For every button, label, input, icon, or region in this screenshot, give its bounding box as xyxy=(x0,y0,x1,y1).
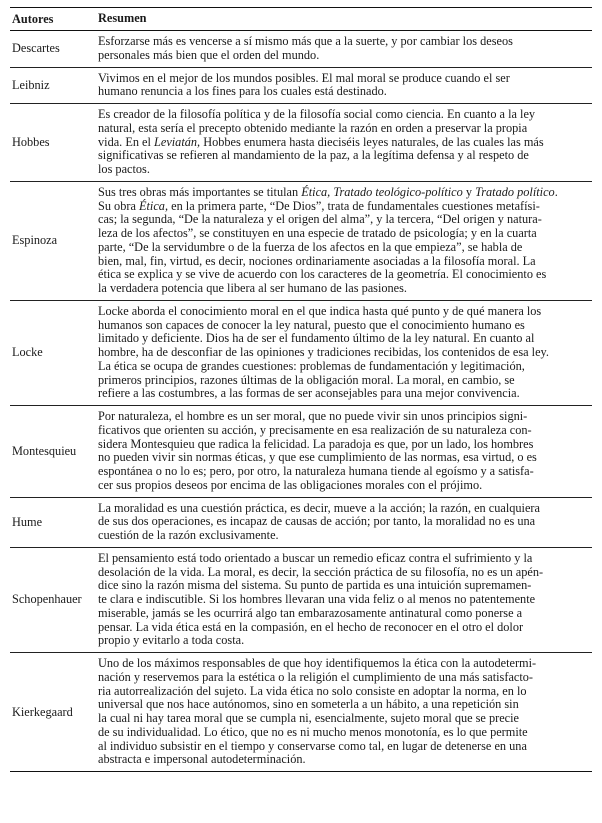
summary-line: hombre, ha de desconfiar de las opiniones y tradiciones recibidas, los contenidos de esa ley. xyxy=(98,345,549,359)
summary-text: Su obra xyxy=(98,198,139,213)
summary-line: los pactos. xyxy=(98,162,150,176)
author-name: Leibniz xyxy=(12,77,50,92)
author-summary xyxy=(98,552,592,648)
work-title: Ética, Tratado teológico-político xyxy=(301,184,463,199)
summary-line xyxy=(98,200,592,214)
author-summary xyxy=(98,72,592,100)
author-name: Locke xyxy=(12,345,43,360)
table-body xyxy=(10,31,592,772)
table-row xyxy=(10,68,592,105)
summary-line: La moralidad es una cuestión práctica, es decir, mueve a la acción; la razón, en cualquiera xyxy=(98,500,540,515)
summary-line: parte, “De la servidumbre o de la fuerza de los afectos en la que empieza”, se habla de xyxy=(98,239,523,254)
summary-line: ética se explica y se vive de acuerdo con los caracteres de la geometría. El conocimiento es xyxy=(98,267,547,282)
table-row xyxy=(10,406,592,498)
summary-line: la cual ni hay tarea moral que se cumpla ni, esencialmente, sujeto moral que se precie xyxy=(98,711,519,725)
summary-text: Hobbes enumera hasta dieciséis leyes naturales, de las cuales las más xyxy=(200,134,544,149)
header-authors: Autores xyxy=(12,12,54,26)
summary-line: la verdadera potencia que libera al ser humano de las pasiones. xyxy=(98,281,408,295)
summary-line: primeros principios, razones últimas de la obligación moral. La moral, en cambio, se xyxy=(98,372,515,387)
summary-line: miserable, jamás se les ocurrirá algo tan embarazosamente antinatural como ponerse a xyxy=(98,605,523,620)
summary-line: Vivimos en el mejor de los mundos posibles. El mal moral se produce cuando el ser xyxy=(98,70,510,85)
author-summary xyxy=(98,410,592,493)
summary-line: Por naturaleza, el hombre es un ser moral, que no puede vivir sin unos principios signi- xyxy=(98,409,528,423)
summary-line: bien, mal, fin, virtud, es decir, nociones ordinariamente asociadas a la filosofía moral. La xyxy=(98,253,536,268)
summary-line: leza de los afectos”, se constituyen en una especie de tratado de psicología; y en la cuarta xyxy=(98,226,537,240)
summary-text: y xyxy=(462,184,476,199)
summary-line: al individuo subsistir en el tiempo y conservarse como tal, en lugar de detenerse en una xyxy=(98,738,527,753)
author-name: Schopenhauer xyxy=(12,592,82,607)
table-row xyxy=(10,653,592,772)
philosophers-table xyxy=(10,7,592,772)
summary-line: Uno de los máximos responsables de que hoy identifiquemos la ética con la autodetermi- xyxy=(98,656,537,670)
summary-line: abstracta e impersonal autodeterminación. xyxy=(98,752,306,767)
summary-line: natural, esta sería el precepto obtenido mediante la razón en orden a preservar la propia xyxy=(98,120,528,135)
author-name: Kierkegaard xyxy=(12,704,73,719)
author-name: Hobbes xyxy=(12,134,50,149)
author-name: Montesquieu xyxy=(12,443,77,458)
author-summary xyxy=(98,305,592,401)
summary-line: Es creador de la filosofía política y de la filosofía social como ciencia. En cuanto a la ley xyxy=(98,107,536,121)
summary-line: nación y reservemos para la estética o la religión el cumplimiento de una más satisfacto- xyxy=(98,669,534,684)
table-row xyxy=(10,104,592,182)
summary-line: humanos son capaces de conocer la ley natural, puesto que el conocimiento humano es xyxy=(98,317,525,332)
table-row xyxy=(10,498,592,548)
author-summary xyxy=(98,186,592,296)
summary-text: vida. En el xyxy=(98,134,155,149)
table-header xyxy=(10,8,592,31)
summary-text: Sus tres obras más importantes se titulan xyxy=(98,184,302,199)
author-summary xyxy=(98,502,592,543)
table-row xyxy=(10,31,592,68)
summary-line: dice sino la razón misma del sistema. Su punto de partida es una intuición supremamen- xyxy=(98,578,532,593)
author-summary xyxy=(98,35,592,63)
work-title: Ética, xyxy=(139,198,169,213)
summary-line: cuestión de la razón exclusivamente. xyxy=(98,528,279,542)
author-name: Espinoza xyxy=(12,233,58,248)
header-summary: Resumen xyxy=(98,11,147,25)
summary-line: no pueden vivir sin normas éticas, y que ese cumplimiento de las normas, esa virtud, o es xyxy=(98,450,537,465)
summary-line: El pensamiento está todo orientado a buscar un remedio eficaz contra el sufrimiento y la xyxy=(98,550,533,565)
summary-line: sidera Montesquieu que radica la felicidad. La paradoja es que, por un lado, los hombres xyxy=(98,436,534,451)
author-summary xyxy=(98,108,592,177)
summary-line: de su individualidad. Lo ético, que no es ni mucho menos monotonía, es lo que permite xyxy=(98,724,528,739)
summary-line xyxy=(98,186,592,200)
summary-line: espontánea o no lo es; pero, por otro, la naturaleza humana tiende al egoísmo y a satisfa- xyxy=(98,464,534,478)
summary-line: ficativos que orienten su acción, y precisamente en esa realización de su naturaleza con- xyxy=(98,422,532,437)
summary-line: ria autorrealización del sujeto. La vida ética no solo consiste en adoptar la norma, en lo xyxy=(98,683,527,698)
summary-line: propio y evitarlo a toda costa. xyxy=(98,633,245,648)
table-row xyxy=(10,301,592,406)
summary-line: refiere a las costumbres, a las formas de ser aconsejables para una mejor convivencia. xyxy=(98,386,520,401)
summary-line: cer sus propios deseos por encima de las obligaciones morales con el prójimo. xyxy=(98,477,483,492)
summary-line: te clara e indiscutible. Si los hombres llevaran una vida feliz o al menos no patentemente xyxy=(98,592,536,606)
summary-line: Esforzarse más es vencerse a sí mismo más que a la suerte, y por cambiar los deseos xyxy=(98,34,513,48)
author-name: Descartes xyxy=(12,41,60,56)
summary-line: limitado y deficiente. Dios ha de ser el fundamento último de la ley natural. En cuanto al xyxy=(98,331,535,346)
summary-line: personales más bien que el orden del mundo. xyxy=(98,47,320,62)
summary-line: La ética se ocupa de grandes cuestiones: problemas de fundamentación y legitimación, xyxy=(98,358,525,373)
work-title: Tratado político xyxy=(475,184,555,199)
summary-line xyxy=(98,136,592,150)
summary-line: de sus dos operaciones, es incapaz de causas de acción; por tanto, la moralidad no es una xyxy=(98,514,536,529)
work-title: Leviatán, xyxy=(154,134,201,149)
table-row xyxy=(10,548,592,653)
summary-line: significativas se refieren al mandamiento de la paz, a la legítima defensa y al respeto de xyxy=(98,148,529,163)
summary-text: en la primera parte, “De Dios”, trata de fundamentales cuestiones metafísi- xyxy=(168,198,540,213)
summary-line: pensar. La vida ética está en la compasión, en el hecho de reconocer en el otro el dolor xyxy=(98,619,524,634)
summary-line: cas; la segunda, “De la naturaleza y el origen del alma”, y la tercera, “Del origen y natura- xyxy=(98,212,542,227)
summary-line: Locke aborda el conocimiento moral en el que indica hasta qué punto y de qué manera los xyxy=(98,303,542,318)
summary-text: . xyxy=(554,184,558,199)
table-row xyxy=(10,182,592,301)
summary-line: humano renuncia a los fines para los cuales está destinado. xyxy=(98,84,387,99)
summary-line: desolación de la vida. La moral, es decir, la sección práctica de su filosofía, no es un apén- xyxy=(98,564,544,579)
author-summary xyxy=(98,657,592,767)
author-name: Hume xyxy=(12,514,43,529)
summary-line: universal que nos hace autónomos, sino en someterla a un hábito, a una repetición sin xyxy=(98,697,519,712)
